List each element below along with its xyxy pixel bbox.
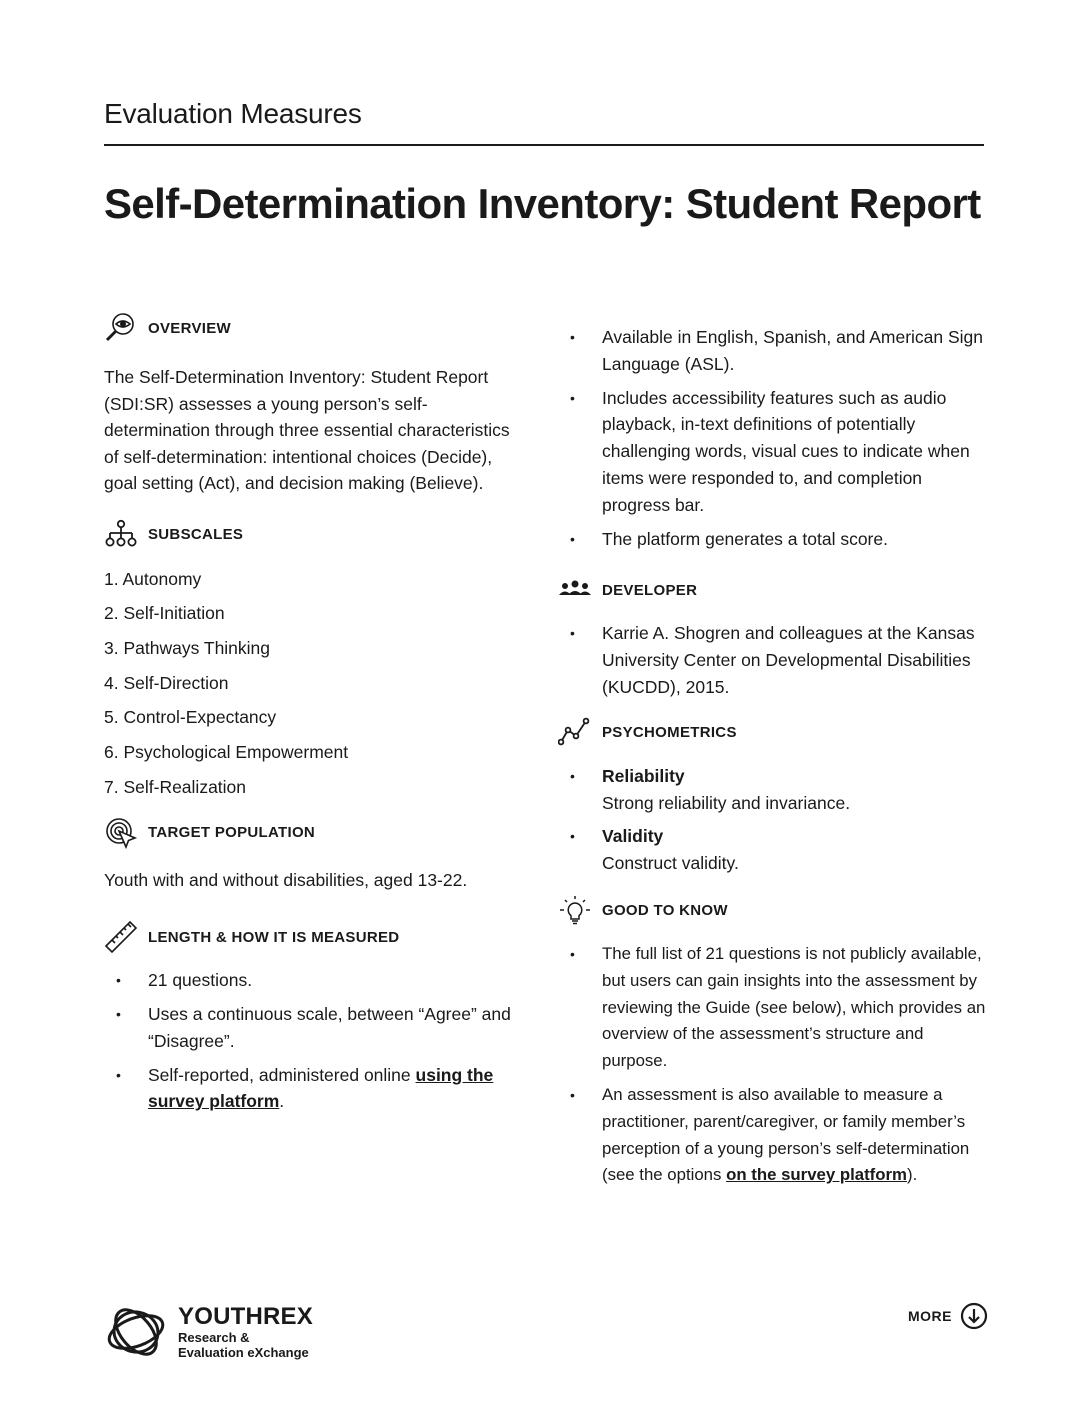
length-section [104, 917, 524, 1115]
list-item: 5. Control-Expectancy [104, 707, 277, 728]
orbit-logo-icon [104, 1300, 168, 1364]
list-item: 4. Self-Direction [104, 672, 229, 693]
list-item: 3. Pathways Thinking [104, 637, 271, 658]
survey-platform-link[interactable]: using the survey platform [148, 1064, 494, 1112]
list-item: • An assessment is also available to measure a practitioner, parent/caregiver, or family member’s perception of a young person’s self-determination (see the options on the survey platform). [558, 1082, 988, 1189]
list-item: • Includes accessibility features such as audio playback, in-text definitions of potentially challenging words, visual cues to indicate when items were responded to, and completion progress bar. [558, 385, 988, 519]
overview-section [104, 308, 524, 497]
developer-heading: DEVELOPER [558, 570, 988, 610]
target-population-section [104, 813, 524, 894]
more-button[interactable] [908, 1302, 988, 1330]
list-item: 7. Self-Realization [104, 776, 247, 797]
list-item: 2. Self-Initiation [104, 603, 225, 624]
target-cursor-icon [104, 816, 138, 850]
length-heading: LENGTH & HOW IT IS MEASURED [104, 917, 524, 957]
target-population-heading: TARGET POPULATION [104, 813, 524, 853]
list-item: • Karrie A. Shogren and colleagues at the Kansas University Center on Developmental Disabilities (KUCDD), 2015. [558, 620, 988, 700]
list-item: • Validity Construct validity. [558, 823, 988, 877]
list-item: • Reliability Strong reliability and invariance. [558, 763, 988, 817]
developer-list [558, 620, 988, 700]
logo-name: YOUTHREX [178, 1303, 313, 1330]
good-to-know-heading: GOOD TO KNOW [558, 891, 988, 931]
more-label: MORE [908, 1308, 952, 1324]
list-item: • Available in English, Spanish, and American Sign Language (ASL). [558, 324, 988, 378]
psychometrics-section [558, 713, 988, 877]
list-item: • Uses a continuous scale, between “Agree” and “Disagree”. [104, 1001, 524, 1055]
youthrex-logo [104, 1300, 313, 1364]
list-item: • Self-reported, administered online using the survey platform. [104, 1062, 524, 1116]
good-to-know-list [558, 941, 988, 1189]
magnifier-eye-icon [104, 311, 138, 345]
list-item: • The full list of 21 questions is not publicly available, but users can gain insights into the assessment by reviewing the Guide (see below), which provides an overview of the assessment’s structure and purpose. [558, 941, 988, 1075]
good-to-know-section [558, 891, 988, 1189]
right-column [558, 324, 988, 1196]
psychometrics-list [558, 763, 988, 877]
people-group-icon [558, 573, 592, 607]
header-divider [104, 144, 984, 146]
overview-text: The Self-Determination Inventory: Student Report (SDI:SR) assesses a young person’s self-determination through three essential characteristics of self-determination: intentional choices (Decide), goal setting (Act), and decision making (Believe). [104, 367, 510, 493]
page-header: Evaluation Measures [104, 98, 362, 129]
logo-subtitle-2: Evaluation eXchange [178, 1345, 309, 1360]
arrow-down-circle-icon [960, 1302, 988, 1330]
length-list [104, 967, 524, 1115]
subscales-section [104, 515, 524, 799]
logo-subtitle-1: Research & [178, 1330, 250, 1345]
subscales-heading: SUBSCALES [104, 515, 524, 555]
page-title: Self-Determination Inventory: Student Report [104, 180, 981, 227]
psychometrics-heading: PSYCHOMETRICS [558, 713, 988, 753]
developer-section [558, 570, 988, 700]
list-item: • 21 questions. [104, 967, 524, 994]
subscales-list [104, 567, 524, 799]
hierarchy-icon [104, 518, 138, 552]
lightbulb-icon [558, 894, 592, 928]
overview-heading: OVERVIEW [104, 308, 524, 348]
list-item: • The platform generates a total score. [558, 526, 988, 553]
availability-list [558, 324, 988, 552]
left-column [104, 308, 524, 1122]
line-graph-icon [558, 716, 592, 750]
list-item: 6. Psychological Empowerment [104, 741, 349, 762]
ruler-icon [104, 920, 138, 954]
survey-platform-link[interactable]: on the survey platform [726, 1165, 907, 1185]
target-population-text: Youth with and without disabilities, aged 13-22. [104, 869, 468, 890]
list-item: 1. Autonomy [104, 568, 202, 589]
